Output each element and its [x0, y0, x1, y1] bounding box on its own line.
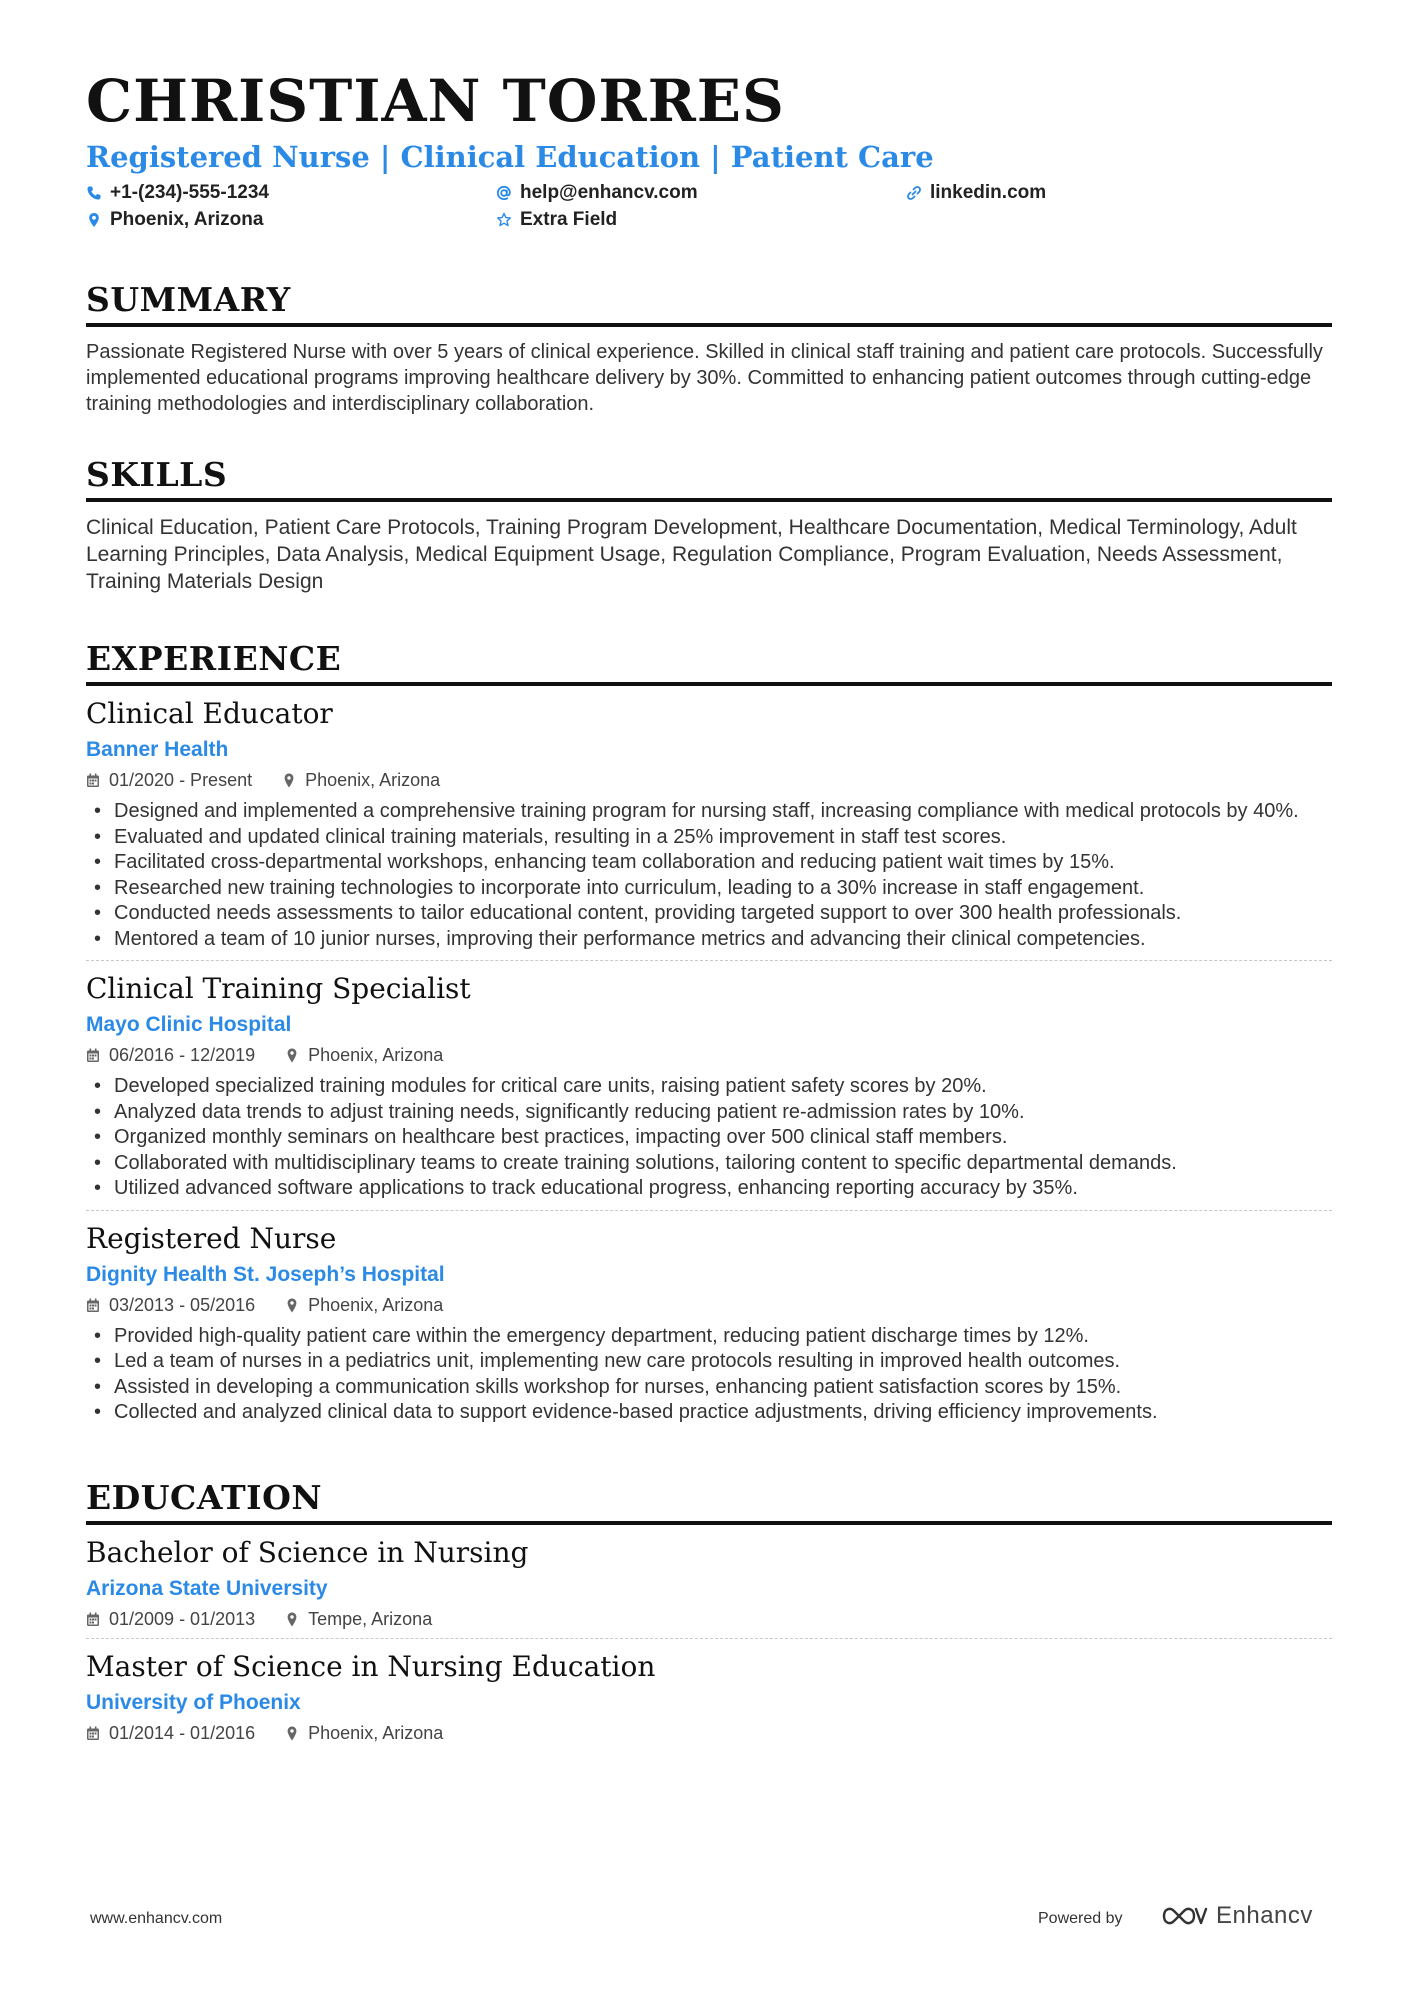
extra-field-text: Extra Field — [520, 208, 618, 230]
education-entry — [86, 1638, 1332, 1752]
achievement-item: • Researched new training technologies to incorporate into curriculum, leading to a 30% increase in staff engagement. — [86, 876, 1332, 902]
location-pin-icon — [285, 1048, 299, 1063]
calendar-icon — [86, 1298, 100, 1313]
achievement-list — [86, 1074, 1332, 1202]
education-title: EDUCATION — [86, 1478, 1332, 1525]
education-entry — [86, 1525, 1332, 1638]
brand-logo[interactable] — [1160, 1902, 1313, 1930]
education-location: Phoenix, Arizona — [308, 1723, 444, 1744]
location-text: Phoenix, Arizona — [110, 208, 264, 230]
job-location-wrap — [282, 770, 440, 791]
experience-entry — [86, 1210, 1332, 1434]
achievement-item: • Provided high-quality patient care within the emergency department, reducing patient discharge times by 12%. — [86, 1324, 1332, 1350]
summary-text: Passionate Registered Nurse with over 5 years of clinical experience. Skilled in clinical staff training and patient care protocols. Successfully implemented educational programs improving healthcare delivery by 30%. Committed to enhancing patient outcomes through cutting-edge training methodologies and interdisciplinary collaboration. — [86, 340, 1323, 415]
achievement-item: • Assisted in developing a communication skills workshop for nurses, enhancing patient satisfaction scores by 15%. — [86, 1375, 1332, 1401]
experience-section — [86, 639, 1332, 1434]
experience-title: EXPERIENCE — [86, 639, 1332, 686]
company-name: Dignity Health St. Joseph’s Hospital — [86, 1262, 445, 1286]
education-meta — [86, 1609, 1332, 1630]
school-name: Arizona State University — [86, 1576, 328, 1600]
job-meta — [86, 770, 1332, 791]
job-location: Phoenix, Arizona — [308, 1045, 444, 1066]
achievement-item: • Mentored a team of 10 junior nurses, improving their performance metrics and advancing their clinical competencies. — [86, 927, 1332, 953]
achievement-item: • Facilitated cross-departmental workshops, enhancing team collaboration and reducing patient wait times by 15%. — [86, 850, 1332, 876]
calendar-icon — [86, 773, 100, 788]
achievement-item: • Led a team of nurses in a pediatrics unit, implementing new care protocols resulting in improved health outcomes. — [86, 1349, 1332, 1375]
education-location: Tempe, Arizona — [308, 1609, 433, 1630]
candidate-name: CHRISTIAN TORRES — [86, 67, 785, 135]
contact-info — [86, 182, 1332, 240]
calendar-icon — [86, 1612, 100, 1627]
email-text: help@enhancv.com — [520, 181, 698, 203]
location-pin-icon — [285, 1298, 299, 1313]
contact-location — [86, 209, 263, 231]
star-icon — [496, 212, 512, 228]
school-name: University of Phoenix — [86, 1691, 301, 1715]
enhancv-logo-icon — [1160, 1903, 1208, 1929]
experience-entry — [86, 686, 1332, 960]
contact-linkedin[interactable] — [906, 182, 1046, 204]
education-meta — [86, 1723, 1332, 1744]
achievement-item: • Developed specialized training modules for critical care units, raising patient safety scores by 20%. — [86, 1074, 1332, 1100]
job-dates: 01/2020 - Present — [109, 770, 253, 791]
job-dates: 03/2013 - 05/2016 — [109, 1294, 256, 1315]
contact-email[interactable] — [496, 182, 698, 204]
achievement-item: • Organized monthly seminars on healthcare best practices, impacting over 500 clinical staff members. — [86, 1125, 1332, 1151]
achievement-item: • Designed and implemented a comprehensive training program for nursing staff, increasing compliance with medical protocols by 40%. — [86, 799, 1332, 825]
education-location-wrap — [285, 1609, 432, 1630]
resume-page — [86, 67, 1332, 1752]
summary-section — [86, 280, 1332, 417]
achievement-list — [86, 799, 1332, 952]
job-title: Clinical Training Specialist — [86, 972, 471, 1006]
achievement-item: • Conducted needs assessments to tailor educational content, providing targeted support to over 300 health professionals. — [86, 901, 1332, 927]
company-name: Banner Health — [86, 737, 229, 761]
skills-title: SKILLS — [86, 455, 1332, 502]
achievement-item: • Analyzed data trends to adjust training needs, significantly reducing patient re-admission rates by 10%. — [86, 1100, 1332, 1126]
achievement-item: • Evaluated and updated clinical training materials, resulting in a 25% improvement in staff test scores. — [86, 825, 1332, 851]
job-meta — [86, 1045, 1332, 1066]
location-pin-icon — [285, 1726, 299, 1741]
powered-by-text: Powered by — [1038, 1910, 1123, 1927]
headline: Registered Nurse | Clinical Education | Patient Care — [86, 140, 934, 174]
job-location-wrap — [285, 1045, 443, 1066]
education-dates: 01/2009 - 01/2013 — [109, 1609, 256, 1630]
location-pin-icon — [86, 212, 102, 228]
achievement-list — [86, 1324, 1332, 1426]
job-meta — [86, 1295, 1332, 1316]
skills-text: Clinical Education, Patient Care Protocols, Training Program Development, Healthcare Documentation, Medical Terminology, Adult Learning Principles, Data Analysis, Medical Equipment Usage, Regulation Compliance, Program Evaluation, Needs Assessment, Training Materials Design — [86, 515, 1297, 593]
job-location-wrap — [285, 1295, 443, 1316]
education-dates: 01/2014 - 01/2016 — [109, 1723, 256, 1744]
degree-title: Master of Science in Nursing Education — [86, 1650, 656, 1684]
summary-title: SUMMARY — [86, 280, 1332, 327]
education-list — [86, 1525, 1332, 1752]
achievement-item: • Collaborated with multidisciplinary teams to create training solutions, tailoring content to specific departmental demands. — [86, 1151, 1332, 1177]
skills-section — [86, 455, 1332, 595]
experience-entry — [86, 960, 1332, 1210]
job-dates: 06/2016 - 12/2019 — [109, 1045, 256, 1066]
location-pin-icon — [285, 1612, 299, 1627]
education-section — [86, 1478, 1332, 1752]
achievement-item: • Utilized advanced software applications to track educational progress, enhancing reporting accuracy by 35%. — [86, 1176, 1332, 1202]
phone-icon — [86, 185, 102, 201]
linkedin-text: linkedin.com — [930, 181, 1047, 203]
company-name: Mayo Clinic Hospital — [86, 1013, 292, 1037]
job-title: Clinical Educator — [86, 696, 333, 730]
experience-list — [86, 686, 1332, 1434]
education-location-wrap — [285, 1723, 443, 1744]
link-icon — [906, 185, 922, 201]
calendar-icon — [86, 1048, 100, 1063]
brand-name: Enhancv — [1216, 1902, 1313, 1929]
calendar-icon — [86, 1726, 100, 1741]
phone-text: +1-(234)-555-1234 — [110, 181, 269, 203]
job-title: Registered Nurse — [86, 1221, 337, 1255]
at-icon — [496, 185, 512, 201]
degree-title: Bachelor of Science in Nursing — [86, 1535, 529, 1569]
job-location: Phoenix, Arizona — [305, 770, 441, 791]
contact-phone[interactable] — [86, 182, 269, 204]
footer — [0, 1900, 1410, 1940]
footer-url[interactable]: www.enhancv.com — [90, 1910, 223, 1927]
job-location: Phoenix, Arizona — [308, 1294, 444, 1315]
location-pin-icon — [282, 773, 296, 788]
achievement-item: • Collected and analyzed clinical data to support evidence-based practice adjustments, driving efficiency improvements. — [86, 1400, 1332, 1426]
contact-extra — [496, 209, 617, 231]
